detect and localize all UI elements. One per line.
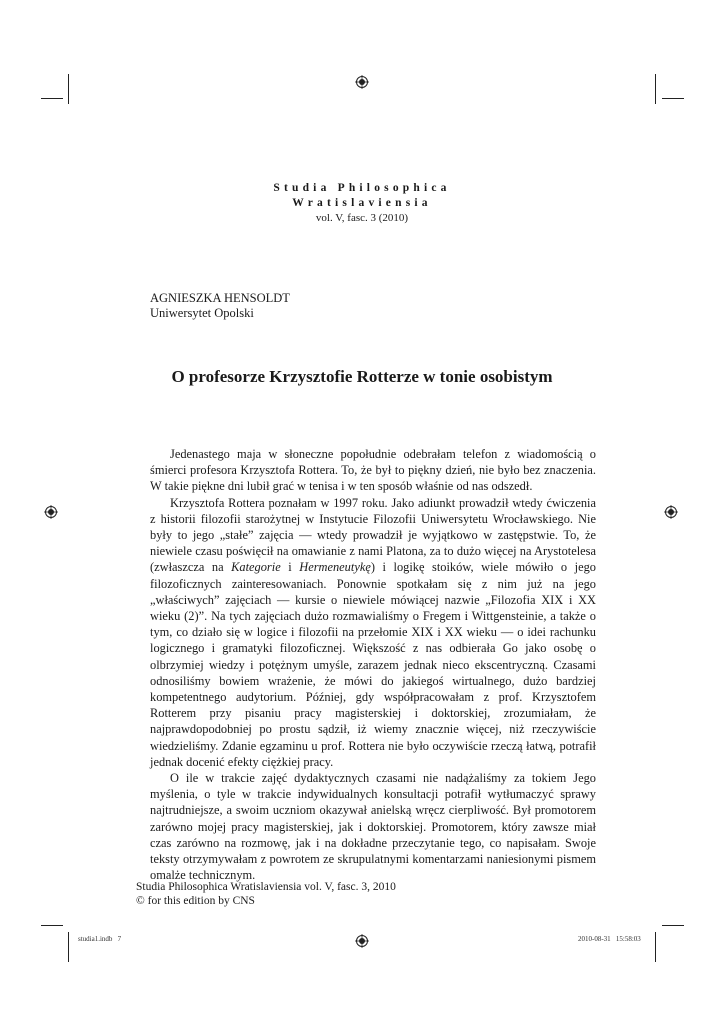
registration-mark-icon	[44, 505, 58, 519]
crop-mark	[41, 98, 63, 99]
slug-file: studia1.indb 7	[78, 935, 122, 943]
registration-mark-icon	[664, 505, 678, 519]
book-title: Hermeneutykę	[299, 560, 371, 575]
author-block	[150, 291, 290, 321]
footer-line: Studia Philosophica Wratislaviensia vol. V, fasc. 3, 2010	[136, 881, 396, 893]
paragraph: O ile w trakcie zajęć dydaktycznych czasami nie nadążaliśmy za tokiem Jego myślenia, o tyle w trakcie indywidualnych konsultacji potrafił wytłumaczyć sprawy najtrudniejsze, a swoim uczniom okazywał anielską wręcz cierpliwość. Był promotorem zarówno mojej pracy magisterskiej, jak i doktorskiej. Promotorem, który zawsze miał czas zarówno na rozmowę, jak i na dokładne przeczytanie tego, co napisałam. Swoje teksty otrzymywałam z powrotem ze skrupulatnymi komentarzami naniesionymi pismem omalże technicznym.	[150, 771, 596, 883]
book-title: Kategorie	[231, 560, 281, 575]
article-body	[150, 446, 596, 883]
author-name: AGNIESZKA HENSOLDT	[150, 291, 290, 305]
footer-line: © for this edition by CNS	[136, 895, 255, 907]
crop-mark	[41, 925, 63, 926]
crop-mark	[662, 925, 684, 926]
registration-mark-icon	[355, 75, 369, 89]
article-title: O profesorze Krzysztofie Rotterze w tonie osobistym	[171, 367, 553, 386]
registration-mark-icon	[355, 934, 369, 948]
crop-mark	[655, 74, 656, 104]
journal-volume: vol. V, fasc. 3 (2010)	[315, 212, 409, 224]
author-affiliation: Uniwersytet Opolski	[150, 306, 254, 320]
crop-mark	[68, 932, 69, 962]
paragraph: Krzysztofa Rottera poznałam w 1997 roku. Jako adiunkt prowadził wtedy ćwiczenia z historii filozofii starożytnej w Instytucie Filozofii Uniwersytetu Wrocławskiego. Nie były to jego „stałe” zajęcia — wtedy prowadził je wyjątkowo w zastępstwie. To, że niewiele czasu poświęcił na omawianie z nami Platona, za to dużo więcej na Arystotelesa (zwłaszcza na Kategorie i Hermeneutykę) i logikę stoików, wiele mówiło o jego filozoficznych zainteresowaniach. Ponownie spotkałam się z nim już na jego „właściwych” zajęciach — kursie o niewiele mówiącej nazwie „Filozofia XIX i XX wieku (2)”. Na tych zajęciach dużo rozmawialiśmy o Fregem i Wittgensteinie, a także o tym, co działo się w logice i filozofii na przełomie XIX i XX wieku — o idei rachunku logicznego i gramatyki filozoficznej. Większość z nas odbierała Go jako osobę o olbrzymiej wiedzy i potężnym umyśle, zarazem jednak nieco ekscentryczną. Czasami odnosiliśmy bowiem wrażenie, że mówi do jakiegoś wirtualnego, dużo bardziej kompetentnego audytorium. Później, gdy współpracowałam z prof. Krzysztofem Rotterem przy pisaniu pracy magisterskiej i doktorskiej, zrozumiałam, że najprawdopodobniej po prostu sądził, iż wiemy znacznie więcej, niż rzeczywiście wiedzieliśmy. Zdanie egzaminu u prof. Rottera nie było oczywiście rzeczą łatwą, potrafił jednak docenić efekty ciężkiej pracy.	[150, 495, 596, 769]
journal-name-line2: Wratislaviensia	[292, 197, 432, 209]
crop-mark	[662, 98, 684, 99]
crop-mark	[68, 74, 69, 104]
crop-mark	[655, 932, 656, 962]
edition-footer	[136, 880, 396, 908]
journal-name-line1: Studia Philosophica	[273, 182, 451, 194]
paragraph: Jedenastego maja w słoneczne popołudnie odebrałam telefon z wiadomością o śmierci profesora Krzysztofa Rottera. To, że był to piękny dzień, nie było bez znaczenia. W takie piękne dni lubił grać w tenisa i w ten sposób właśnie od nas odszedł.	[150, 447, 596, 494]
slug-timestamp: 2010-08-31 15:58:03	[578, 935, 641, 943]
